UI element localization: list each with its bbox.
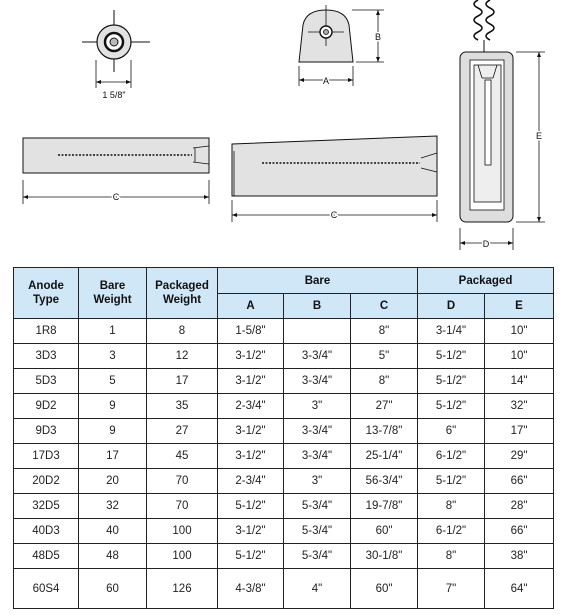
cell-dim-c: 8" xyxy=(351,369,418,394)
cell-dim-c: 19-7/8" xyxy=(351,494,418,519)
table-row xyxy=(14,569,554,609)
cell-dim-c: 56-3/4" xyxy=(351,469,418,494)
cell-dim-e: 17" xyxy=(485,419,554,444)
cell-packaged-weight: 70 xyxy=(147,469,218,494)
cell-anode-type: 48D5 xyxy=(14,544,79,569)
cell-dim-a: 3-1/2" xyxy=(218,419,284,444)
cell-anode-type: 9D2 xyxy=(14,394,79,419)
anode-dimension-diagram xyxy=(0,0,577,262)
cell-dim-e: 14" xyxy=(485,369,554,394)
cell-packaged-weight: 8 xyxy=(147,319,218,344)
pkg-height-label: E xyxy=(535,131,543,141)
table-row xyxy=(14,544,554,569)
table-row xyxy=(14,444,554,469)
round-anode-end-view xyxy=(82,10,150,100)
cell-packaged-weight: 35 xyxy=(147,394,218,419)
pkg-depth-label: D xyxy=(482,239,490,249)
cell-dim-c: 25-1/4" xyxy=(351,444,418,469)
cell-dim-c: 60" xyxy=(351,519,418,544)
cell-dim-a: 5-1/2" xyxy=(218,544,284,569)
table-body xyxy=(14,319,554,609)
cell-dim-a: 1-5/8" xyxy=(218,319,284,344)
round-anode-side-view xyxy=(23,138,209,204)
cell-dim-c: 5" xyxy=(351,344,418,369)
cell-bare-weight: 48 xyxy=(79,544,147,569)
cell-bare-weight: 20 xyxy=(79,469,147,494)
cell-dim-c: 13-7/8" xyxy=(351,419,418,444)
cell-dim-e: 66" xyxy=(485,469,554,494)
cell-dim-d: 8" xyxy=(418,494,485,519)
col-header-d: D xyxy=(418,294,485,319)
cell-dim-c: 27" xyxy=(351,394,418,419)
cell-dim-d: 5-1/2" xyxy=(418,394,485,419)
cell-bare-weight: 17 xyxy=(79,444,147,469)
cell-bare-weight: 3 xyxy=(79,344,147,369)
cell-bare-weight: 9 xyxy=(79,394,147,419)
cell-anode-type: 17D3 xyxy=(14,444,79,469)
cell-dim-d: 7" xyxy=(418,569,485,609)
front-width-label: 1 5/8" xyxy=(102,90,126,100)
anode-spec-table xyxy=(13,267,554,609)
cell-dim-c: 60" xyxy=(351,569,418,609)
cell-packaged-weight: 17 xyxy=(147,369,218,394)
cell-packaged-weight: 45 xyxy=(147,444,218,469)
flat-anode-side-view xyxy=(232,136,437,222)
bracket-anode-end-view xyxy=(299,5,384,86)
cell-bare-weight: 9 xyxy=(79,419,147,444)
cell-anode-type: 20D2 xyxy=(14,469,79,494)
cell-anode-type: 40D3 xyxy=(14,519,79,544)
col-header-c: C xyxy=(351,294,418,319)
cell-bare-weight: 60 xyxy=(79,569,147,609)
cell-dim-b xyxy=(284,319,351,344)
cell-dim-d: 6" xyxy=(418,419,485,444)
packaged-anode-view xyxy=(460,0,545,250)
cell-dim-a: 3-1/2" xyxy=(218,369,284,394)
round-length-label: C xyxy=(112,192,120,202)
cell-dim-a: 3-1/2" xyxy=(218,444,284,469)
cell-anode-type: 60S4 xyxy=(14,569,79,609)
cell-dim-b: 5-3/4" xyxy=(284,544,351,569)
cell-anode-type: 32D5 xyxy=(14,494,79,519)
col-header-e: E xyxy=(485,294,554,319)
cell-dim-e: 10" xyxy=(485,344,554,369)
bracket-height-label: B xyxy=(374,32,382,42)
cell-dim-e: 29" xyxy=(485,444,554,469)
cell-packaged-weight: 12 xyxy=(147,344,218,369)
cell-dim-b: 3-3/4" xyxy=(284,344,351,369)
cell-dim-d: 5-1/2" xyxy=(418,469,485,494)
flat-length-label: C xyxy=(330,210,338,220)
cell-dim-e: 66" xyxy=(485,519,554,544)
table-row xyxy=(14,319,554,344)
table-row xyxy=(14,344,554,369)
header-row-group xyxy=(14,268,554,294)
cell-dim-a: 3-1/2" xyxy=(218,344,284,369)
cell-bare-weight: 5 xyxy=(79,369,147,394)
table-row xyxy=(14,519,554,544)
cell-dim-d: 8" xyxy=(418,544,485,569)
bracket-width-label: A xyxy=(322,76,330,86)
cell-packaged-weight: 100 xyxy=(147,519,218,544)
col-header-packaged-weight: Packaged Weight xyxy=(147,268,218,319)
table-row xyxy=(14,394,554,419)
cell-dim-e: 32" xyxy=(485,394,554,419)
cell-dim-b: 4" xyxy=(284,569,351,609)
cell-packaged-weight: 126 xyxy=(147,569,218,609)
cell-dim-b: 5-3/4" xyxy=(284,494,351,519)
table-row xyxy=(14,469,554,494)
col-header-b: B xyxy=(284,294,351,319)
cell-dim-e: 28" xyxy=(485,494,554,519)
group-header-bare: Bare xyxy=(218,268,418,294)
cell-packaged-weight: 100 xyxy=(147,544,218,569)
cell-dim-d: 5-1/2" xyxy=(418,344,485,369)
cell-dim-b: 5-3/4" xyxy=(284,519,351,544)
table-row xyxy=(14,494,554,519)
cell-dim-a: 2-3/4" xyxy=(218,469,284,494)
cell-dim-d: 5-1/2" xyxy=(418,369,485,394)
cell-dim-a: 4-3/8" xyxy=(218,569,284,609)
cell-dim-b: 3" xyxy=(284,394,351,419)
cell-packaged-weight: 70 xyxy=(147,494,218,519)
col-header-anode-type: Anode Type xyxy=(14,268,79,319)
cell-dim-e: 10" xyxy=(485,319,554,344)
cell-dim-a: 2-3/4" xyxy=(218,394,284,419)
group-header-packaged: Packaged xyxy=(418,268,554,294)
cell-anode-type: 5D3 xyxy=(14,369,79,394)
cell-anode-type: 1R8 xyxy=(14,319,79,344)
cell-dim-a: 5-1/2" xyxy=(218,494,284,519)
col-header-a: A xyxy=(218,294,284,319)
col-header-bare-weight: Bare Weight xyxy=(79,268,147,319)
cell-dim-b: 3-3/4" xyxy=(284,369,351,394)
cell-dim-b: 3-3/4" xyxy=(284,419,351,444)
cell-bare-weight: 1 xyxy=(79,319,147,344)
cell-dim-d: 6-1/2" xyxy=(418,519,485,544)
cell-dim-c: 30-1/8" xyxy=(351,544,418,569)
cell-dim-b: 3-3/4" xyxy=(284,444,351,469)
cell-bare-weight: 32 xyxy=(79,494,147,519)
cell-dim-e: 38" xyxy=(485,544,554,569)
cell-dim-d: 6-1/2" xyxy=(418,444,485,469)
table-row xyxy=(14,419,554,444)
cell-dim-d: 3-1/4" xyxy=(418,319,485,344)
cell-dim-e: 64" xyxy=(485,569,554,609)
cell-anode-type: 9D3 xyxy=(14,419,79,444)
cell-dim-b: 3" xyxy=(284,469,351,494)
cell-bare-weight: 40 xyxy=(79,519,147,544)
cell-anode-type: 3D3 xyxy=(14,344,79,369)
cell-packaged-weight: 27 xyxy=(147,419,218,444)
cell-dim-c: 8" xyxy=(351,319,418,344)
table-row xyxy=(14,369,554,394)
cell-dim-a: 3-1/2" xyxy=(218,519,284,544)
